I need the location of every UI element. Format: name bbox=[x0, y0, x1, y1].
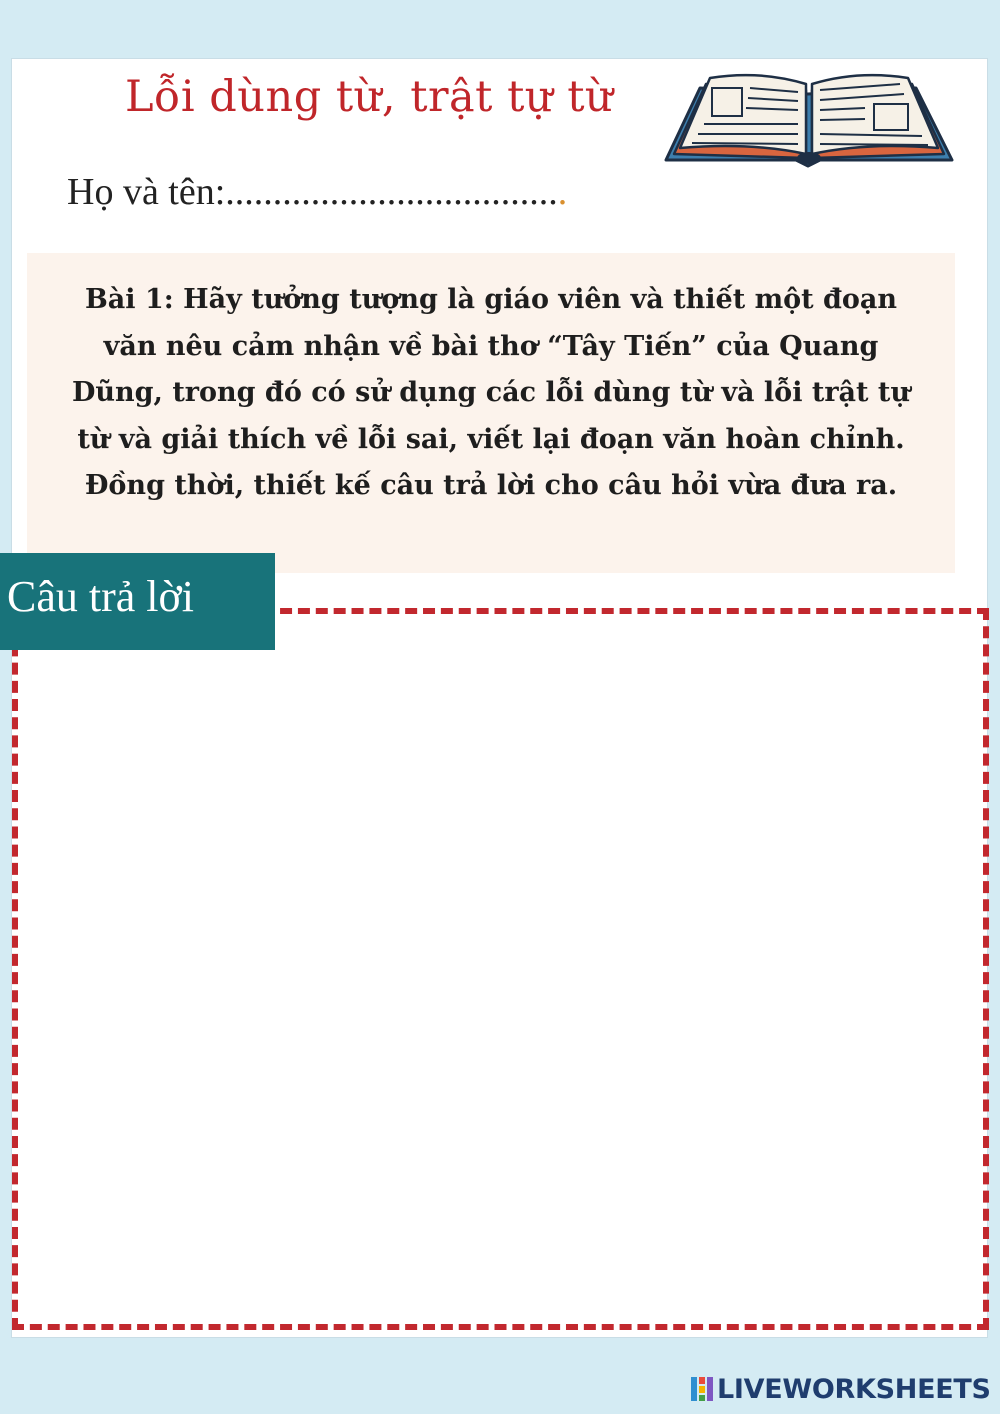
liveworksheets-brand: LIVEWORKSHEETS bbox=[717, 1373, 991, 1405]
student-name-field[interactable] bbox=[67, 170, 567, 214]
worksheet-title: Lỗi dùng từ, trật tự từ bbox=[125, 72, 614, 122]
open-book-icon bbox=[660, 68, 958, 170]
name-blank[interactable]: ................................... bbox=[225, 171, 558, 213]
liveworksheets-footer bbox=[691, 1372, 991, 1406]
task-prompt-text: Bài 1: Hãy tưởng tượng là giáo viên và thiết một đoạn văn nêu cảm nhận về bài thơ “Tây Tiến” của Quang Dũng, trong đó có sử dụng các lỗi dùng từ và lỗi trật tự từ và giải thích về lỗi sai, viết lại đoạn văn hoàn chỉnh. Đồng thời, thiết kế câu trả lời cho câu hỏi vừa đưa ra. bbox=[71, 284, 911, 501]
liveworksheets-logo-icon bbox=[691, 1375, 713, 1403]
task-prompt-box bbox=[27, 253, 955, 573]
name-end-dot: . bbox=[557, 171, 568, 213]
answer-input-area[interactable] bbox=[24, 660, 974, 1310]
answer-tab-label: Câu trả lời bbox=[0, 553, 275, 650]
name-label: Họ và tên: bbox=[67, 171, 226, 213]
